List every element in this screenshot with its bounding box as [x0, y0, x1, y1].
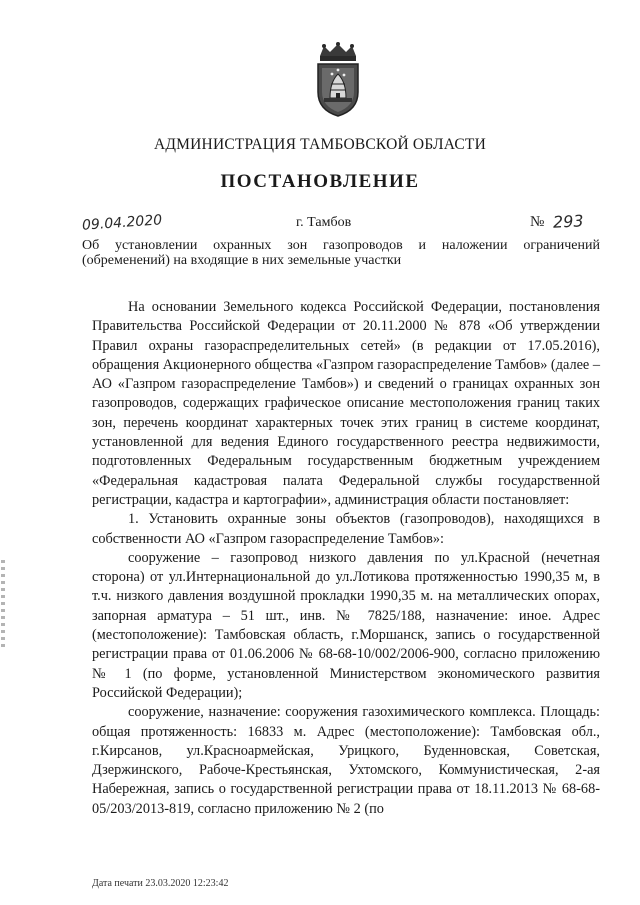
document-type-title: ПОСТАНОВЛЕНИЕ [220, 171, 420, 192]
body-paragraph: 1. Установить охранные зоны объектов (газопроводов), находящихся в собственности АО «Газпром газораспределение Тамбов»: [92, 511, 600, 547]
handwritten-document-number: 293 [552, 211, 585, 232]
body-paragraph: сооружение, назначение: сооружения газохимического комплекса. Площадь: общая протяженность: 16833 м. Адрес (местоположение): Тамбовская обл., г.Кирсанов, ул.Красноармейская, Урицкого, Буденновская, Советская, Дзержинского, Рабоче-Крестьянская, Ухтомского, Коммунистическая, 2-ая Набережная, запись о государственной регистрации права от 18.11.2013 № 68-68-05/203/2013-819, согласно приложению № 2 (по [92, 704, 600, 817]
margin-registration-stamp [1, 560, 5, 650]
document-number-label: № [530, 214, 545, 230]
body-paragraph: На основании Земельного кодекса Российской Федерации, постановления Правительства Российской Федерации от 20.11.2000 № 878 «Об утверждении Правил охраны газораспределительных сетей» (в редакции от 17.05.2016), обращения Акционерного общества «Газпром газораспределение Тамбов» (далее – АО «Газпром газораспределение Тамбов») и сведений о границах охранных зон газопроводов, содержащих графическое описание местоположения границ таких зон, перечень координат характерных точек этих границ в системе координат, установленной для ведения Единого государственного реестра недвижимости, подготовленных Федеральным государственным бюджетным учреждением «Федеральная кадастровая палата Федеральной службы государственной регистрации, кадастра и картографии», администрация области постановляет: [92, 299, 600, 508]
authority-name: АДМИНИСТРАЦИЯ ТАМБОВСКОЙ ОБЛАСТИ [154, 136, 486, 153]
handwritten-date: 09.04.2020 [81, 212, 163, 234]
city-name: г. Тамбов [296, 215, 352, 230]
document-body [92, 298, 600, 819]
body-paragraph: сооружение – газопровод низкого давления по ул.Красной (нечетная сторона) от ул.Интернациональной до ул.Лотикова протяженностью 1990,35 м, в т.ч. низкого давления воздушной прокладки 1990,35 м. на металлических опорах, запорная арматура – 51 шт., инв. № 7825/188, назначение: иное. Адрес (местоположение): Тамбовская область, г.Моршанск, запись о государственной регистрации права от 01.06.2006 № 68-68-10/002/2006-900, согласно приложению № 1 (по форме, установленной Министерством экономического развития Российской Федерации); [92, 549, 600, 701]
document-subject: Об установлении охранных зон газопроводов и наложении ограничений (обременений) на входящие в них земельные участки [82, 238, 600, 268]
print-date: Дата печати 23.03.2020 12:23:42 [92, 878, 229, 889]
tambov-coat-of-arms-icon [310, 42, 366, 118]
